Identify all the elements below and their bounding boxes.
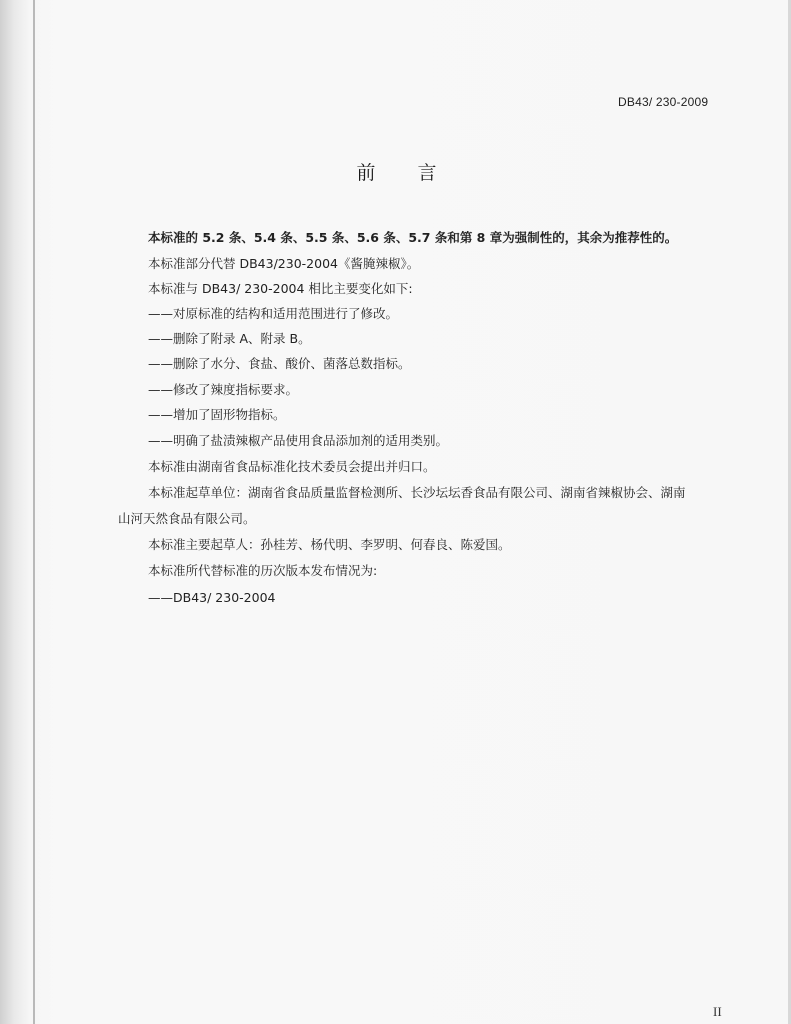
change-item: ——增加了固形物指标。 xyxy=(148,407,286,422)
change-item: ——删除了水分、食盐、酸价、菌落总数指标。 xyxy=(148,356,411,371)
paragraph-replaces: 本标准部分代替 DB43/230-2004《酱腌辣椒》。 xyxy=(148,256,420,271)
change-item: ——删除了附录 A、附录 B。 xyxy=(148,331,311,346)
paragraph-history-intro: 本标准所代替标准的历次版本发布情况为: xyxy=(148,563,378,578)
paragraph-drafting-units-cont: 山河天然食品有限公司。 xyxy=(118,511,256,526)
standard-code: DB43/ 230-2009 xyxy=(618,95,709,109)
change-item: ——对原标准的结构和适用范围进行了修改。 xyxy=(148,306,399,321)
page-number: II xyxy=(713,1004,722,1019)
page-title: 前 言 xyxy=(356,162,455,184)
binding-spine xyxy=(33,0,35,1024)
paragraph-drafting-units: 本标准起草单位：湖南省食品质量监督检测所、长沙坛坛香食品有限公司、湖南省辣椒协会、湖南 xyxy=(148,485,686,500)
history-item: ——DB43/ 230-2004 xyxy=(148,590,276,605)
change-item: ——修改了辣度指标要求。 xyxy=(148,382,299,397)
paragraph-changes-intro: 本标准与 DB43/ 230-2004 相比主要变化如下: xyxy=(148,281,413,296)
paragraph-proposer: 本标准由湖南省食品标准化技术委员会提出并归口。 xyxy=(148,459,436,474)
paragraph-mandatory-clauses: 本标准的 5.2 条、5.4 条、5.5 条、5.6 条、5.7 条和第 8 章为强制性的，其余为推荐性的。 xyxy=(148,230,678,245)
paragraph-drafters: 本标准主要起草人：孙桂芳、杨代明、李罗明、何春良、陈爱国。 xyxy=(148,537,511,552)
change-item: ——明确了盐渍辣椒产品使用食品添加剂的适用类别。 xyxy=(148,433,449,448)
